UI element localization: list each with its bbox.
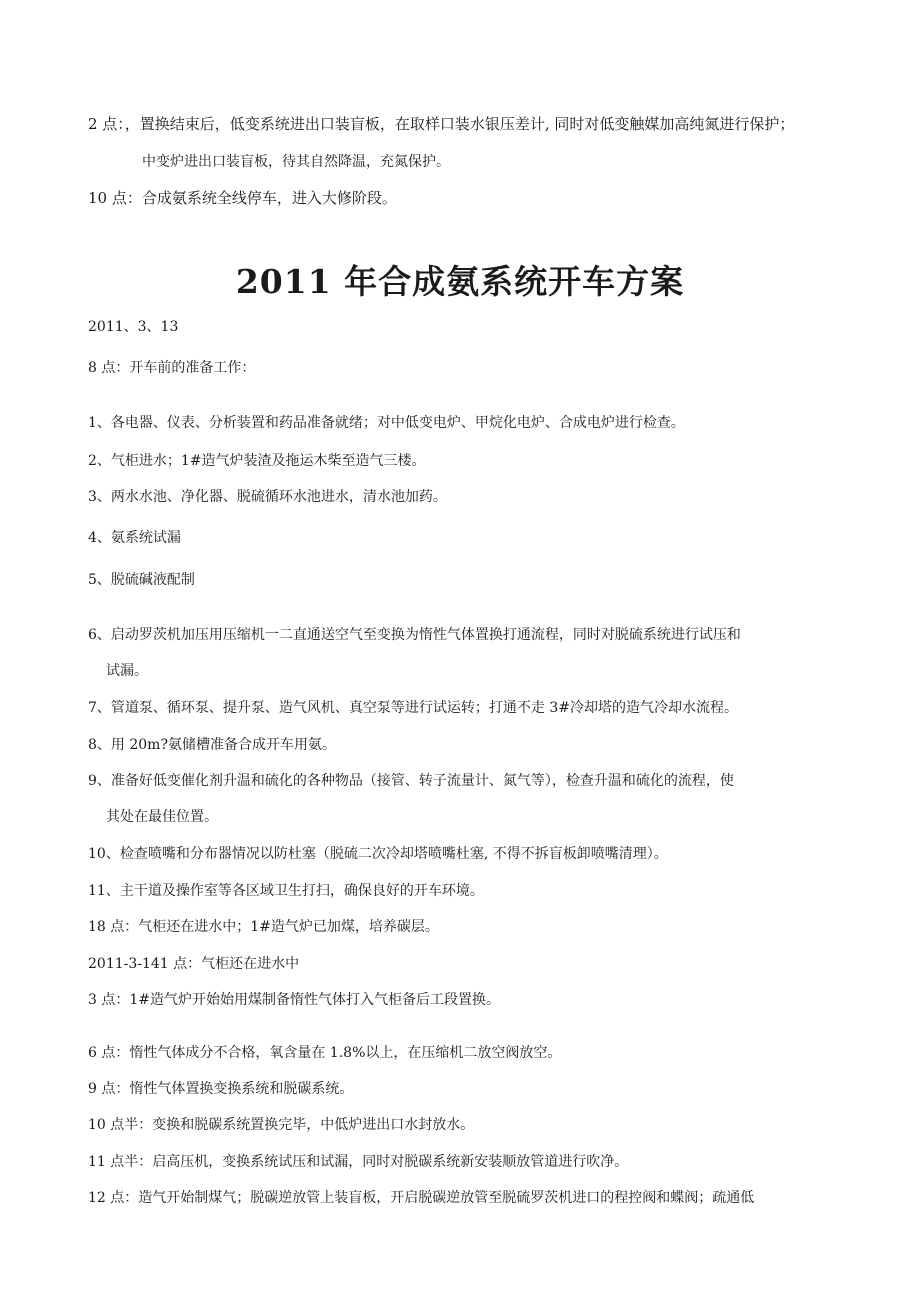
- prep-item-9: 9、准备好低变催化剂升温和硫化的各种物品（接管、转子流量计、氮气等），检查升温和硫化的流程，使: [88, 773, 734, 789]
- log-entry: 11 点半：启高压机，变换系统试压和试漏，同时对脱碳系统新安装顺放管道进行吹净。: [88, 1154, 629, 1170]
- log-entry: 12 点：造气开始制煤气；脱碳逆放管上装盲板，开启脱碳逆放管至脱硫罗茨机进口的程控阀和蝶阀；疏通低: [88, 1190, 755, 1206]
- prep-item-1: 1、各电器、仪表、分析装置和药品准备就绪；对中低变电炉、甲烷化电炉、合成电炉进行检查。: [88, 415, 685, 431]
- pre-line-3: 10 点：合成氨系统全线停车，进入大修阶段。: [88, 189, 397, 207]
- prep-item-7: 7、管道泵、循环泵、提升泵、造气风机、真空泵等进行试运转；打通不走 3#冷却塔的造气冷却水流程。: [88, 700, 738, 716]
- pre-line-1: 2 点：，置换结束后，低变系统进出口装盲板，在取样口装水银压差计, 同时对低变触媒加高纯氮进行保护；: [88, 115, 795, 133]
- log-entry: 3 点：1#造气炉开始始用煤制备惰性气体打入气柜备后工段置换。: [88, 992, 500, 1008]
- pre-line-2: 中变炉进出口装盲板，待其自然降温，充氮保护。: [142, 154, 450, 170]
- log-entry: 18 点：气柜还在进水中；1#造气炉已加煤，培养碳层。: [88, 919, 439, 935]
- log-entry: 2011-3-141 点：气柜还在进水中: [88, 956, 300, 972]
- prep-item-3: 3、两水水池、净化器、脱硫循环水池进水，清水池加药。: [88, 489, 447, 505]
- prep-heading: 8 点：开车前的准备工作：: [88, 360, 256, 376]
- prep-item-8: 8、用 20m?氨储槽准备合成开车用氨。: [88, 737, 336, 753]
- prep-item-4: 4、氨系统试漏: [88, 530, 181, 546]
- document-title: 2011 年合成氨系统开车方案: [235, 262, 685, 301]
- prep-item-10: 10、检查喷嘴和分布器情况以防杜塞（脱硫二次冷却塔喷嘴杜塞, 不得不拆盲板卸喷嘴清理）。: [88, 846, 668, 862]
- document-date: 2011、3、13: [88, 319, 179, 335]
- prep-item-6: 6、启动罗茨机加压用压缩机一二直通送空气至变换为惰性气体置换打通流程，同时对脱硫系统进行试压和: [88, 627, 741, 643]
- log-entry: 9 点：惰性气体置换变换系统和脱碳系统。: [88, 1081, 354, 1097]
- prep-item-11: 11、主干道及操作室等各区域卫生打扫，确保良好的开车环境。: [88, 883, 484, 899]
- prep-item-2: 2、气柜进水；1#造气炉装渣及拖运木柴至造气三楼。: [88, 453, 426, 469]
- prep-item-6-cont: 试漏。: [106, 663, 148, 679]
- prep-item-9-cont: 其处在最佳位置。: [106, 809, 218, 825]
- log-entry: 10 点半：变换和脱碳系统置换完毕，中低炉进出口水封放水。: [88, 1117, 475, 1133]
- log-entry: 6 点：惰性气体成分不合格，氧含量在 1.8%以上，在压缩机二放空阀放空。: [88, 1045, 562, 1061]
- prep-item-5: 5、脱硫碱液配制: [88, 572, 195, 588]
